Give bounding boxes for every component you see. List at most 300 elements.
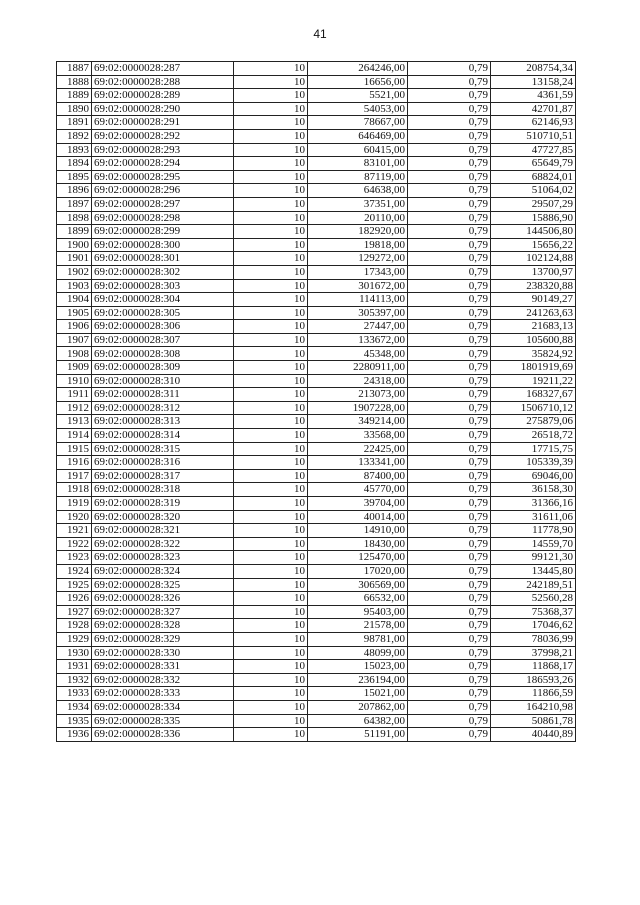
result-value-cell: 35824,92 (491, 347, 576, 361)
row-number-cell: 1897 (57, 197, 92, 211)
result-value-cell: 105339,39 (491, 456, 576, 470)
cadastral-number-cell: 69:02:0000028:299 (92, 225, 234, 239)
result-value-cell: 21683,13 (491, 320, 576, 334)
row-number-cell: 1921 (57, 524, 92, 538)
result-value-cell: 241263,63 (491, 306, 576, 320)
class-cell: 10 (234, 592, 308, 606)
cadastral-number-cell: 69:02:0000028:301 (92, 252, 234, 266)
table-row (57, 293, 576, 307)
area-value-cell: 27447,00 (308, 320, 408, 334)
result-value-cell: 29507,29 (491, 197, 576, 211)
table-row (57, 252, 576, 266)
cadastral-number-cell: 69:02:0000028:287 (92, 62, 234, 76)
row-number-cell: 1927 (57, 605, 92, 619)
area-value-cell: 236194,00 (308, 673, 408, 687)
row-number-cell: 1889 (57, 89, 92, 103)
row-number-cell: 1933 (57, 687, 92, 701)
table-row (57, 265, 576, 279)
cadastral-number-cell: 69:02:0000028:289 (92, 89, 234, 103)
cadastral-number-cell: 69:02:0000028:295 (92, 170, 234, 184)
table-row (57, 619, 576, 633)
area-value-cell: 133672,00 (308, 333, 408, 347)
coefficient-cell: 0,79 (408, 401, 491, 415)
cadastral-number-cell: 69:02:0000028:305 (92, 306, 234, 320)
area-value-cell: 5521,00 (308, 89, 408, 103)
cadastral-number-cell: 69:02:0000028:317 (92, 469, 234, 483)
table-row (57, 374, 576, 388)
result-value-cell: 105600,88 (491, 333, 576, 347)
coefficient-cell: 0,79 (408, 116, 491, 130)
row-number-cell: 1936 (57, 728, 92, 742)
coefficient-cell: 0,79 (408, 660, 491, 674)
row-number-cell: 1891 (57, 116, 92, 130)
table-row (57, 184, 576, 198)
result-value-cell: 11868,17 (491, 660, 576, 674)
table-row (57, 687, 576, 701)
coefficient-cell: 0,79 (408, 102, 491, 116)
cadastral-number-cell: 69:02:0000028:324 (92, 564, 234, 578)
area-value-cell: 45348,00 (308, 347, 408, 361)
row-number-cell: 1911 (57, 388, 92, 402)
row-number-cell: 1919 (57, 497, 92, 511)
area-value-cell: 45770,00 (308, 483, 408, 497)
row-number-cell: 1905 (57, 306, 92, 320)
coefficient-cell: 0,79 (408, 592, 491, 606)
row-number-cell: 1890 (57, 102, 92, 116)
class-cell: 10 (234, 564, 308, 578)
page-number: 41 (313, 27, 327, 41)
table-row (57, 361, 576, 375)
row-number-cell: 1899 (57, 225, 92, 239)
coefficient-cell: 0,79 (408, 143, 491, 157)
result-value-cell: 31611,06 (491, 510, 576, 524)
table-row (57, 75, 576, 89)
class-cell: 10 (234, 497, 308, 511)
area-value-cell: 16656,00 (308, 75, 408, 89)
row-number-cell: 1926 (57, 592, 92, 606)
class-cell: 10 (234, 483, 308, 497)
result-value-cell: 1506710,12 (491, 401, 576, 415)
result-value-cell: 40440,89 (491, 728, 576, 742)
row-number-cell: 1918 (57, 483, 92, 497)
result-value-cell: 65649,79 (491, 157, 576, 171)
result-value-cell: 52560,28 (491, 592, 576, 606)
coefficient-cell: 0,79 (408, 646, 491, 660)
coefficient-cell: 0,79 (408, 632, 491, 646)
table-row (57, 483, 576, 497)
table-row (57, 157, 576, 171)
table-row (57, 333, 576, 347)
row-number-cell: 1896 (57, 184, 92, 198)
coefficient-cell: 0,79 (408, 62, 491, 76)
class-cell: 10 (234, 62, 308, 76)
area-value-cell: 17343,00 (308, 265, 408, 279)
coefficient-cell: 0,79 (408, 306, 491, 320)
row-number-cell: 1900 (57, 238, 92, 252)
coefficient-cell: 0,79 (408, 184, 491, 198)
result-value-cell: 13158,24 (491, 75, 576, 89)
coefficient-cell: 0,79 (408, 714, 491, 728)
row-number-cell: 1902 (57, 265, 92, 279)
result-value-cell: 168327,67 (491, 388, 576, 402)
cadastral-number-cell: 69:02:0000028:323 (92, 551, 234, 565)
class-cell: 10 (234, 728, 308, 742)
table-row (57, 660, 576, 674)
cadastral-number-cell: 69:02:0000028:303 (92, 279, 234, 293)
table-row (57, 592, 576, 606)
class-cell: 10 (234, 673, 308, 687)
area-value-cell: 264246,00 (308, 62, 408, 76)
row-number-cell: 1894 (57, 157, 92, 171)
result-value-cell: 78036,99 (491, 632, 576, 646)
table-row (57, 225, 576, 239)
class-cell: 10 (234, 442, 308, 456)
class-cell: 10 (234, 143, 308, 157)
cadastral-number-cell: 69:02:0000028:329 (92, 632, 234, 646)
class-cell: 10 (234, 238, 308, 252)
cadastral-number-cell: 69:02:0000028:334 (92, 700, 234, 714)
coefficient-cell: 0,79 (408, 578, 491, 592)
coefficient-cell: 0,79 (408, 170, 491, 184)
result-value-cell: 31366,16 (491, 497, 576, 511)
cadastral-number-cell: 69:02:0000028:296 (92, 184, 234, 198)
coefficient-cell: 0,79 (408, 537, 491, 551)
class-cell: 10 (234, 429, 308, 443)
row-number-cell: 1932 (57, 673, 92, 687)
area-value-cell: 40014,00 (308, 510, 408, 524)
cadastral-number-cell: 69:02:0000028:293 (92, 143, 234, 157)
row-number-cell: 1930 (57, 646, 92, 660)
class-cell: 10 (234, 265, 308, 279)
result-value-cell: 208754,34 (491, 62, 576, 76)
area-value-cell: 646469,00 (308, 129, 408, 143)
area-value-cell: 301672,00 (308, 279, 408, 293)
class-cell: 10 (234, 374, 308, 388)
table-row (57, 578, 576, 592)
area-value-cell: 19818,00 (308, 238, 408, 252)
class-cell: 10 (234, 537, 308, 551)
row-number-cell: 1895 (57, 170, 92, 184)
class-cell: 10 (234, 320, 308, 334)
area-value-cell: 182920,00 (308, 225, 408, 239)
coefficient-cell: 0,79 (408, 320, 491, 334)
area-value-cell: 87400,00 (308, 469, 408, 483)
table-body (57, 62, 576, 742)
row-number-cell: 1887 (57, 62, 92, 76)
cadastral-number-cell: 69:02:0000028:307 (92, 333, 234, 347)
cadastral-number-cell: 69:02:0000028:313 (92, 415, 234, 429)
cadastral-number-cell: 69:02:0000028:294 (92, 157, 234, 171)
area-value-cell: 129272,00 (308, 252, 408, 266)
coefficient-cell: 0,79 (408, 238, 491, 252)
class-cell: 10 (234, 102, 308, 116)
cadastral-number-cell: 69:02:0000028:330 (92, 646, 234, 660)
coefficient-cell: 0,79 (408, 75, 491, 89)
row-number-cell: 1892 (57, 129, 92, 143)
cadastral-number-cell: 69:02:0000028:308 (92, 347, 234, 361)
table-row (57, 551, 576, 565)
area-value-cell: 14910,00 (308, 524, 408, 538)
result-value-cell: 62146,93 (491, 116, 576, 130)
row-number-cell: 1907 (57, 333, 92, 347)
class-cell: 10 (234, 700, 308, 714)
coefficient-cell: 0,79 (408, 225, 491, 239)
class-cell: 10 (234, 89, 308, 103)
class-cell: 10 (234, 469, 308, 483)
table-row (57, 429, 576, 443)
area-value-cell: 24318,00 (308, 374, 408, 388)
coefficient-cell: 0,79 (408, 619, 491, 633)
result-value-cell: 13445,80 (491, 564, 576, 578)
table-row (57, 129, 576, 143)
table-row (57, 646, 576, 660)
row-number-cell: 1901 (57, 252, 92, 266)
class-cell: 10 (234, 687, 308, 701)
table-row (57, 102, 576, 116)
row-number-cell: 1893 (57, 143, 92, 157)
cadastral-number-cell: 69:02:0000028:290 (92, 102, 234, 116)
cadastral-number-cell: 69:02:0000028:298 (92, 211, 234, 225)
table-row (57, 537, 576, 551)
result-value-cell: 17715,75 (491, 442, 576, 456)
coefficient-cell: 0,79 (408, 728, 491, 742)
coefficient-cell: 0,79 (408, 129, 491, 143)
row-number-cell: 1912 (57, 401, 92, 415)
table-row (57, 279, 576, 293)
result-value-cell: 4361,59 (491, 89, 576, 103)
cadastral-number-cell: 69:02:0000028:306 (92, 320, 234, 334)
coefficient-cell: 0,79 (408, 524, 491, 538)
table-row (57, 728, 576, 742)
class-cell: 10 (234, 551, 308, 565)
cadastral-number-cell: 69:02:0000028:315 (92, 442, 234, 456)
class-cell: 10 (234, 211, 308, 225)
cadastral-number-cell: 69:02:0000028:312 (92, 401, 234, 415)
table-row (57, 89, 576, 103)
area-value-cell: 39704,00 (308, 497, 408, 511)
table-row (57, 143, 576, 157)
table-row (57, 170, 576, 184)
class-cell: 10 (234, 75, 308, 89)
cadastral-number-cell: 69:02:0000028:319 (92, 497, 234, 511)
class-cell: 10 (234, 646, 308, 660)
result-value-cell: 11778,90 (491, 524, 576, 538)
coefficient-cell: 0,79 (408, 700, 491, 714)
row-number-cell: 1908 (57, 347, 92, 361)
cadastral-number-cell: 69:02:0000028:300 (92, 238, 234, 252)
area-value-cell: 87119,00 (308, 170, 408, 184)
result-value-cell: 144506,80 (491, 225, 576, 239)
area-value-cell: 18430,00 (308, 537, 408, 551)
cadastre-table (56, 61, 576, 742)
area-value-cell: 48099,00 (308, 646, 408, 660)
class-cell: 10 (234, 225, 308, 239)
class-cell: 10 (234, 347, 308, 361)
result-value-cell: 36158,30 (491, 483, 576, 497)
area-value-cell: 54053,00 (308, 102, 408, 116)
row-number-cell: 1909 (57, 361, 92, 375)
row-number-cell: 1904 (57, 293, 92, 307)
class-cell: 10 (234, 157, 308, 171)
area-value-cell: 37351,00 (308, 197, 408, 211)
result-value-cell: 15886,90 (491, 211, 576, 225)
cadastral-number-cell: 69:02:0000028:335 (92, 714, 234, 728)
table-row (57, 510, 576, 524)
class-cell: 10 (234, 170, 308, 184)
area-value-cell: 60415,00 (308, 143, 408, 157)
coefficient-cell: 0,79 (408, 469, 491, 483)
class-cell: 10 (234, 456, 308, 470)
coefficient-cell: 0,79 (408, 429, 491, 443)
row-number-cell: 1924 (57, 564, 92, 578)
cadastral-number-cell: 69:02:0000028:318 (92, 483, 234, 497)
class-cell: 10 (234, 361, 308, 375)
cadastral-number-cell: 69:02:0000028:297 (92, 197, 234, 211)
result-value-cell: 164210,98 (491, 700, 576, 714)
table-row (57, 605, 576, 619)
result-value-cell: 99121,30 (491, 551, 576, 565)
table-row (57, 524, 576, 538)
area-value-cell: 21578,00 (308, 619, 408, 633)
class-cell: 10 (234, 252, 308, 266)
coefficient-cell: 0,79 (408, 374, 491, 388)
table-row (57, 700, 576, 714)
row-number-cell: 1923 (57, 551, 92, 565)
coefficient-cell: 0,79 (408, 252, 491, 266)
area-value-cell: 133341,00 (308, 456, 408, 470)
result-value-cell: 1801919,69 (491, 361, 576, 375)
row-number-cell: 1910 (57, 374, 92, 388)
result-value-cell: 19211,22 (491, 374, 576, 388)
result-value-cell: 75368,37 (491, 605, 576, 619)
result-value-cell: 15656,22 (491, 238, 576, 252)
cadastral-number-cell: 69:02:0000028:326 (92, 592, 234, 606)
area-value-cell: 66532,00 (308, 592, 408, 606)
coefficient-cell: 0,79 (408, 442, 491, 456)
coefficient-cell: 0,79 (408, 265, 491, 279)
result-value-cell: 37998,21 (491, 646, 576, 660)
result-value-cell: 17046,62 (491, 619, 576, 633)
cadastral-number-cell: 69:02:0000028:304 (92, 293, 234, 307)
table-row (57, 632, 576, 646)
coefficient-cell: 0,79 (408, 564, 491, 578)
cadastral-number-cell: 69:02:0000028:328 (92, 619, 234, 633)
cadastral-number-cell: 69:02:0000028:332 (92, 673, 234, 687)
area-value-cell: 125470,00 (308, 551, 408, 565)
class-cell: 10 (234, 578, 308, 592)
area-value-cell: 349214,00 (308, 415, 408, 429)
area-value-cell: 15021,00 (308, 687, 408, 701)
table-row (57, 62, 576, 76)
area-value-cell: 22425,00 (308, 442, 408, 456)
result-value-cell: 90149,27 (491, 293, 576, 307)
cadastral-number-cell: 69:02:0000028:288 (92, 75, 234, 89)
cadastral-number-cell: 69:02:0000028:321 (92, 524, 234, 538)
cadastral-number-cell: 69:02:0000028:336 (92, 728, 234, 742)
cadastral-number-cell: 69:02:0000028:322 (92, 537, 234, 551)
area-value-cell: 1907228,00 (308, 401, 408, 415)
row-number-cell: 1931 (57, 660, 92, 674)
coefficient-cell: 0,79 (408, 279, 491, 293)
table-row (57, 211, 576, 225)
result-value-cell: 14559,70 (491, 537, 576, 551)
class-cell: 10 (234, 306, 308, 320)
coefficient-cell: 0,79 (408, 361, 491, 375)
table-row (57, 320, 576, 334)
row-number-cell: 1920 (57, 510, 92, 524)
result-value-cell: 510710,51 (491, 129, 576, 143)
row-number-cell: 1917 (57, 469, 92, 483)
row-number-cell: 1922 (57, 537, 92, 551)
cadastral-number-cell: 69:02:0000028:331 (92, 660, 234, 674)
coefficient-cell: 0,79 (408, 347, 491, 361)
result-value-cell: 68824,01 (491, 170, 576, 184)
result-value-cell: 42701,87 (491, 102, 576, 116)
table-row (57, 469, 576, 483)
row-number-cell: 1935 (57, 714, 92, 728)
area-value-cell: 33568,00 (308, 429, 408, 443)
class-cell: 10 (234, 605, 308, 619)
area-value-cell: 15023,00 (308, 660, 408, 674)
cadastral-number-cell: 69:02:0000028:333 (92, 687, 234, 701)
area-value-cell: 17020,00 (308, 564, 408, 578)
coefficient-cell: 0,79 (408, 293, 491, 307)
cadastral-number-cell: 69:02:0000028:325 (92, 578, 234, 592)
result-value-cell: 238320,88 (491, 279, 576, 293)
table-row (57, 306, 576, 320)
cadastral-number-cell: 69:02:0000028:292 (92, 129, 234, 143)
coefficient-cell: 0,79 (408, 456, 491, 470)
class-cell: 10 (234, 184, 308, 198)
class-cell: 10 (234, 619, 308, 633)
result-value-cell: 26518,72 (491, 429, 576, 443)
area-value-cell: 2280911,00 (308, 361, 408, 375)
coefficient-cell: 0,79 (408, 605, 491, 619)
row-number-cell: 1929 (57, 632, 92, 646)
row-number-cell: 1916 (57, 456, 92, 470)
row-number-cell: 1913 (57, 415, 92, 429)
coefficient-cell: 0,79 (408, 497, 491, 511)
area-value-cell: 305397,00 (308, 306, 408, 320)
row-number-cell: 1903 (57, 279, 92, 293)
coefficient-cell: 0,79 (408, 483, 491, 497)
result-value-cell: 69046,00 (491, 469, 576, 483)
class-cell: 10 (234, 129, 308, 143)
row-number-cell: 1928 (57, 619, 92, 633)
cadastral-number-cell: 69:02:0000028:316 (92, 456, 234, 470)
area-value-cell: 51191,00 (308, 728, 408, 742)
coefficient-cell: 0,79 (408, 333, 491, 347)
row-number-cell: 1906 (57, 320, 92, 334)
area-value-cell: 64638,00 (308, 184, 408, 198)
table-row (57, 415, 576, 429)
coefficient-cell: 0,79 (408, 673, 491, 687)
cadastral-number-cell: 69:02:0000028:309 (92, 361, 234, 375)
class-cell: 10 (234, 401, 308, 415)
table-row (57, 714, 576, 728)
class-cell: 10 (234, 293, 308, 307)
result-value-cell: 242189,51 (491, 578, 576, 592)
class-cell: 10 (234, 632, 308, 646)
cadastral-number-cell: 69:02:0000028:314 (92, 429, 234, 443)
class-cell: 10 (234, 279, 308, 293)
cadastral-number-cell: 69:02:0000028:311 (92, 388, 234, 402)
area-value-cell: 114113,00 (308, 293, 408, 307)
table-row (57, 673, 576, 687)
area-value-cell: 213073,00 (308, 388, 408, 402)
area-value-cell: 98781,00 (308, 632, 408, 646)
class-cell: 10 (234, 333, 308, 347)
